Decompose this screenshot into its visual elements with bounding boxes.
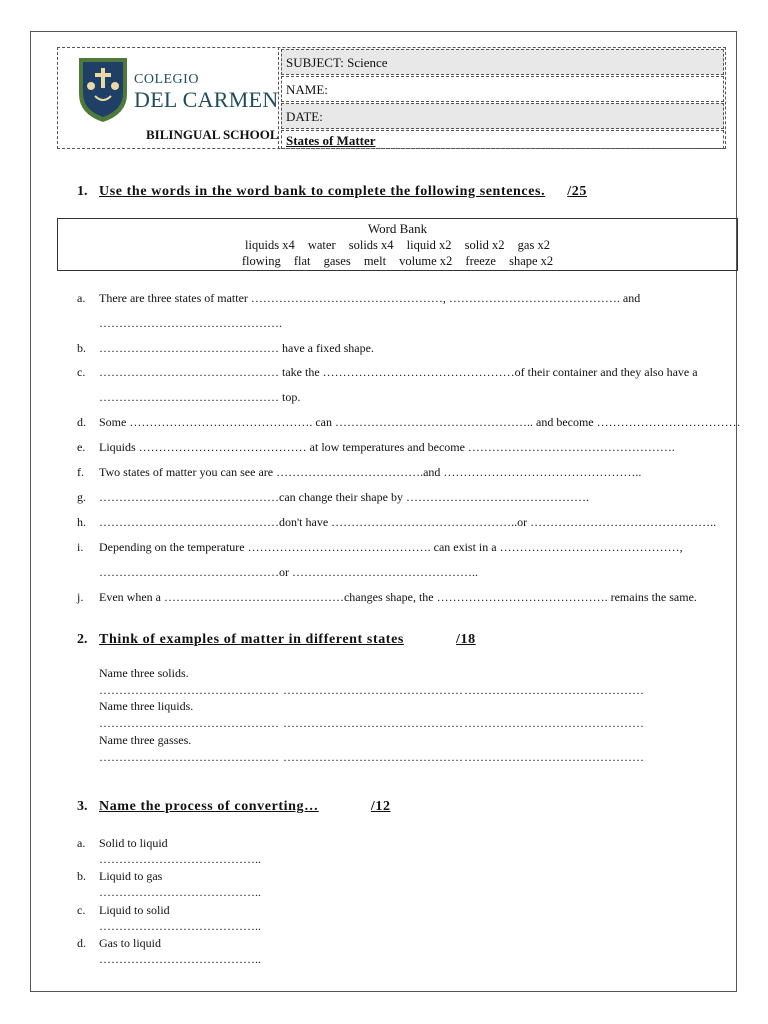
q1-item-a-line2[interactable]: ………………………………………. — [99, 316, 282, 330]
q1-item-i-line2[interactable]: ………………………………………or ……………………………………….. — [99, 565, 478, 579]
word-bank-title: Word Bank — [367, 221, 428, 236]
q1-item-b-line1[interactable]: ……………………………………… have a fixed shape. — [99, 341, 374, 355]
q2-gasses-blank-1[interactable]: ……………………………………… — [99, 750, 279, 764]
q3-text: Name the process of converting… — [99, 799, 319, 814]
word-bank-word: flowing — [241, 254, 281, 268]
q1-item-label: h. — [77, 515, 86, 529]
q1-item-f-line1[interactable]: Two states of matter you can see are ……………………………….and ………………………………………….. — [99, 465, 642, 479]
q3-item-d-blank[interactable]: ………………………………….. — [99, 952, 261, 966]
word-bank-word: water — [307, 238, 336, 252]
q1-item-label: g. — [77, 490, 86, 504]
word-bank-row-1 — [58, 237, 737, 253]
q3-item-a-blank[interactable]: ………………………………….. — [99, 852, 261, 866]
word-bank-row-2 — [58, 253, 737, 269]
q3-item-label: a. — [77, 836, 86, 850]
topic-title: States of Matter — [286, 133, 376, 148]
q3-item-b-text: Liquid to gas — [99, 869, 163, 883]
q3-heading — [99, 799, 391, 815]
q1-item-i-line1[interactable]: Depending on the temperature ………………………………………. can exist in a ………………………………………, — [99, 540, 683, 554]
q3-number: 3. — [77, 799, 88, 814]
q3-item-c-blank[interactable]: ………………………………….. — [99, 919, 261, 933]
q1-marks: /25 — [567, 184, 587, 199]
q3-item-label: b. — [77, 869, 86, 883]
q3-item-label: c. — [77, 903, 86, 917]
q2-solids-blank-2[interactable]: ……………………………………… — [283, 683, 463, 697]
subject-field: SUBJECT: Science — [281, 49, 724, 75]
q1-item-e-line1[interactable]: Liquids …………………………………… at low temperatures and become ……………………………………………. — [99, 440, 675, 454]
q1-item-label: j. — [77, 590, 84, 604]
q3-item-d-text: Gas to liquid — [99, 936, 161, 950]
q2-solids-blank-1[interactable]: ……………………………………… — [99, 683, 279, 697]
school-name-line2: DEL CARMEN — [134, 87, 279, 112]
word-bank — [57, 218, 738, 271]
word-bank-word: liquid x2 — [406, 238, 452, 252]
q1-item-c-line1[interactable]: ……………………………………… take the …………………………………………of their container and they also have a — [99, 365, 698, 379]
date-field[interactable]: DATE: — [281, 103, 724, 129]
header-divider — [278, 47, 279, 149]
q1-item-label: f. — [77, 465, 84, 479]
word-bank-word: liquids x4 — [245, 238, 295, 252]
word-bank-word: solids x4 — [348, 238, 394, 252]
q1-item-j-line1[interactable]: Even when a ………………………………………changes shape, the ……………………………………. remains the same. — [99, 590, 697, 604]
q2-heading — [99, 632, 476, 648]
q3-item-label: d. — [77, 936, 86, 950]
q2-gasses-blank-3[interactable]: ……………………………………… — [464, 750, 644, 764]
q1-item-label: a. — [77, 291, 86, 305]
q1-item-a-line1[interactable]: There are three states of matter …………………………………………, ……………………………………. and — [99, 291, 641, 305]
q1-item-d-line1[interactable]: Some ………………………………………. can ………………………………………….. and become ……………………………… — [99, 415, 741, 429]
word-bank-word: volume x2 — [399, 254, 453, 268]
q1-number: 1. — [77, 184, 88, 199]
q1-item-h-line1[interactable]: ………………………………………don't have ………………………………………..or ……………………………………….. — [99, 515, 717, 529]
q1-item-label: d. — [77, 415, 86, 429]
q3-item-b-blank[interactable]: ………………………………….. — [99, 885, 261, 899]
word-bank-word: gases — [323, 254, 351, 268]
q2-liquids-blank-1[interactable]: ……………………………………… — [99, 716, 279, 730]
school-name-line1: COLEGIO — [134, 72, 199, 87]
q2-solids-blank-3[interactable]: ……………………………………… — [464, 683, 644, 697]
q2-marks: /18 — [456, 632, 476, 647]
word-bank-word: solid x2 — [464, 238, 505, 252]
q1-heading — [99, 184, 587, 200]
school-crest-icon — [77, 56, 129, 124]
word-bank-word: melt — [363, 254, 387, 268]
q2-prompt-gasses: Name three gasses. — [99, 733, 192, 747]
q3-item-a-text: Solid to liquid — [99, 836, 168, 850]
name-field[interactable]: NAME: — [281, 76, 724, 102]
topic-field — [281, 130, 724, 149]
q1-item-c-line2[interactable]: ……………………………………… top. — [99, 390, 301, 404]
q1-item-label: e. — [77, 440, 86, 454]
q1-item-g-line1[interactable]: ………………………………………can change their shape by ………………………………………. — [99, 490, 589, 504]
q1-item-label: b. — [77, 341, 86, 355]
word-bank-word: gas x2 — [517, 238, 550, 252]
q2-liquids-blank-3[interactable]: ……………………………………… — [464, 716, 644, 730]
word-bank-word: flat — [293, 254, 311, 268]
q2-gasses-blank-2[interactable]: ……………………………………… — [283, 750, 463, 764]
q3-item-c-text: Liquid to solid — [99, 903, 170, 917]
word-bank-word: shape x2 — [509, 254, 554, 268]
q2-prompt-liquids: Name three liquids. — [99, 699, 194, 713]
q1-item-label: i. — [77, 540, 84, 554]
q2-prompt-solids: Name three solids. — [99, 666, 189, 680]
q3-marks: /12 — [370, 799, 391, 814]
q1-text: Use the words in the word bank to complete the following sentences. — [99, 184, 546, 199]
word-bank-word: freeze — [465, 254, 496, 268]
q2-liquids-blank-2[interactable]: ……………………………………… — [283, 716, 463, 730]
school-name-line3: BILINGUAL SCHOOL — [146, 127, 279, 142]
q1-item-label: c. — [77, 365, 86, 379]
q2-number: 2. — [77, 632, 88, 647]
q2-text: Think of examples of matter in different states — [99, 632, 404, 647]
